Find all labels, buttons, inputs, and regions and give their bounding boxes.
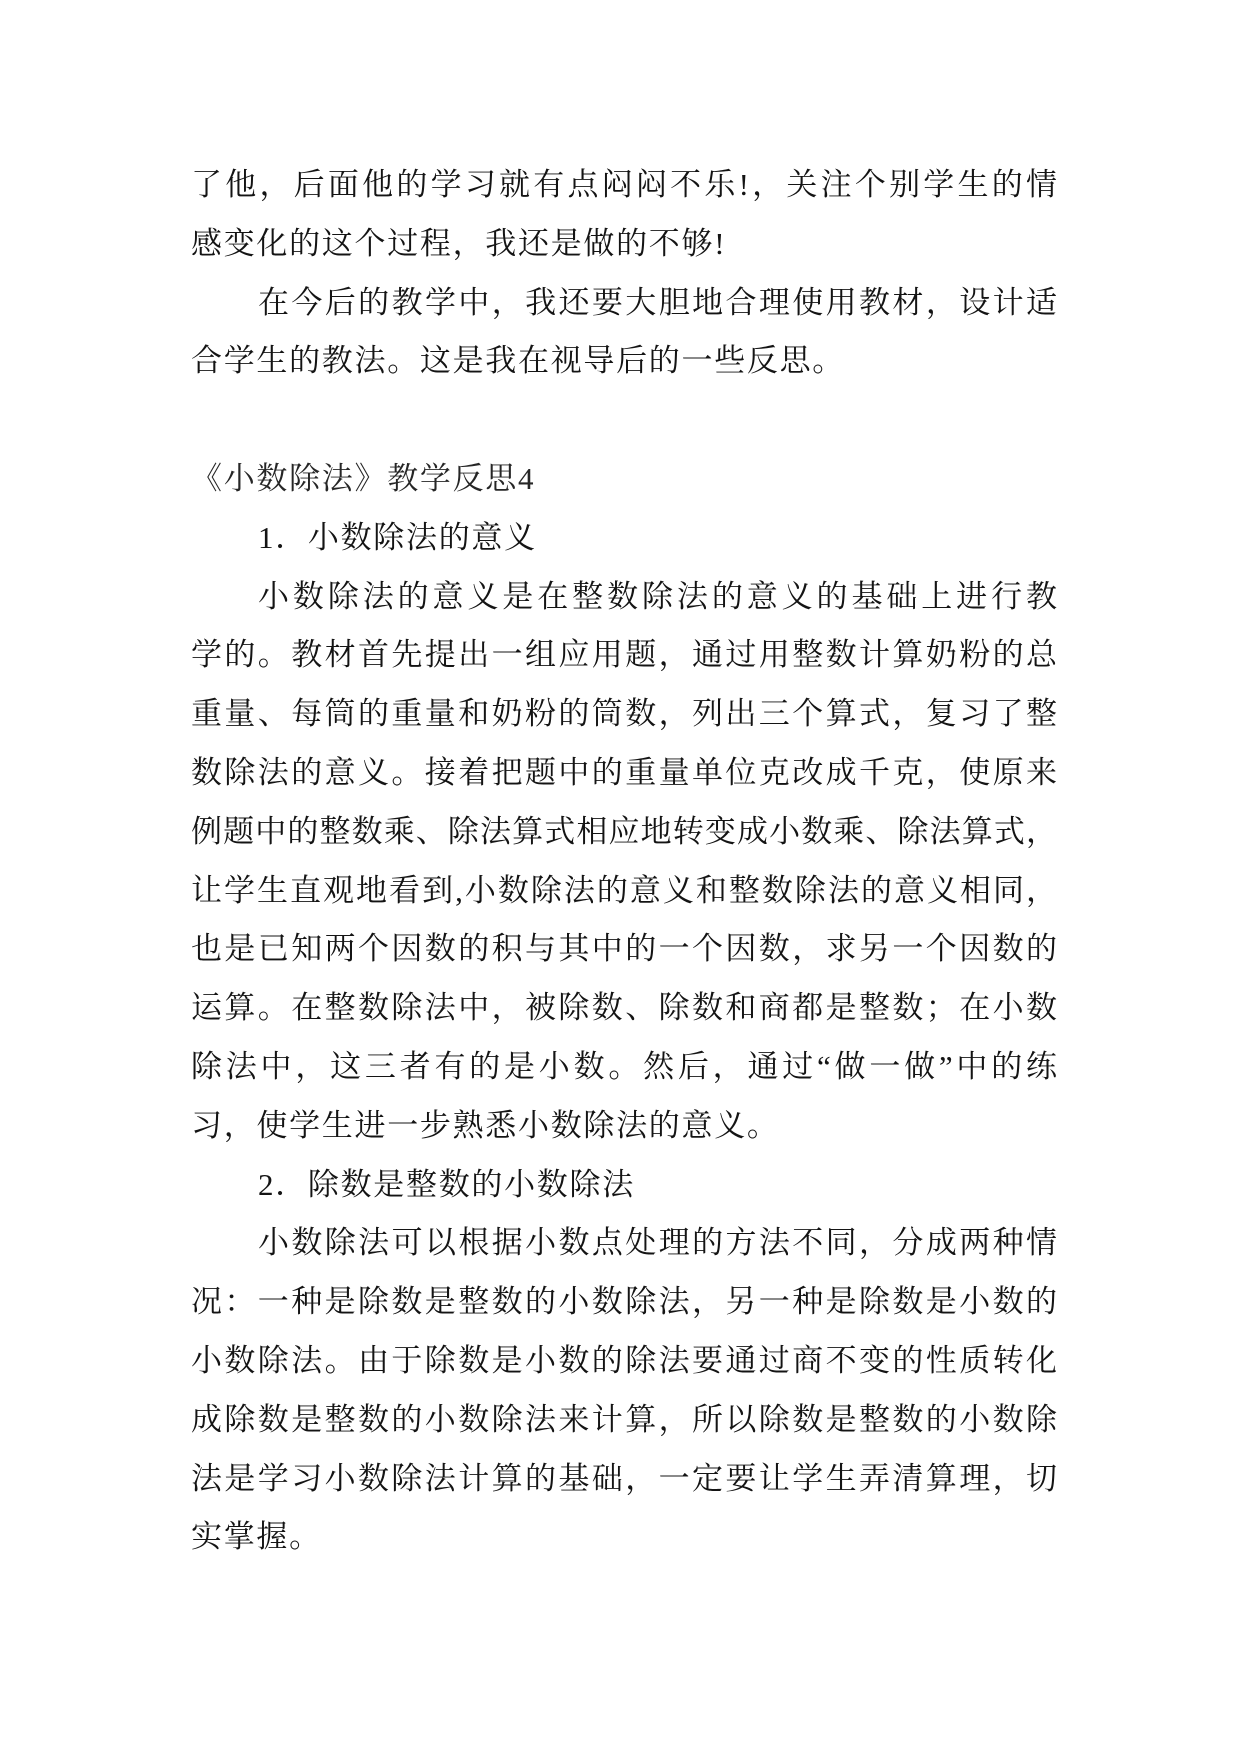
- paragraph-integer-divisor: [191, 1214, 1057, 1567]
- text-line: 了他，后面他的学习就有点闷闷不乐!，关注个别学生的情: [191, 167, 1057, 202]
- text-line: 感变化的这个过程，我还是做的不够!: [191, 225, 727, 261]
- text-line: 除法中，这三者有的是小数。然后，通过“做一做”中的练: [191, 1048, 1057, 1084]
- text-line: 小数除法可以根据小数点处理的方法不同，分成两种情: [258, 1225, 1057, 1261]
- text-line: 法是学习小数除法计算的基础，一定要让学生弄清算理，切: [191, 1460, 1057, 1496]
- paragraph-meaning: [191, 568, 1057, 1156]
- text-line: 成除数是整数的小数除法来计算，所以除数是整数的小数除: [191, 1401, 1057, 1437]
- text-line: 在今后的教学中，我还要大胆地合理使用教材，设计适: [258, 284, 1057, 320]
- text-line: 况：一种是除数是整数的小数除法，另一种是除数是小数的: [191, 1284, 1057, 1320]
- blank-line: [191, 391, 1057, 450]
- subheading-1: 1．小数除法的意义: [258, 519, 537, 555]
- text-line: 小数除法。由于除数是小数的除法要通过商不变的性质转化: [191, 1342, 1057, 1378]
- text-line: 例题中的整数乘、除法算式相应地转变成小数乘、除法算式，: [191, 813, 1057, 849]
- text-line: 小数除法的意义是在整数除法的意义的基础上进行教: [258, 578, 1057, 614]
- paragraph-reflection: [191, 274, 1057, 392]
- subheading-2: 2．除数是整数的小数除法: [258, 1166, 635, 1202]
- text-line: 实掌握。: [191, 1519, 322, 1555]
- text-line: 也是已知两个因数的积与其中的一个因数，求另一个因数的: [191, 931, 1057, 967]
- paragraph-continued: [191, 156, 1057, 274]
- text-line: 运算。在整数除法中，被除数、除数和商都是整数；在小数: [191, 990, 1057, 1026]
- text-line: 让学生直观地看到,小数除法的意义和整数除法的意义相同，: [191, 872, 1057, 908]
- text-line: 重量、每筒的重量和奶粉的筒数，列出三个算式，复习了整: [191, 696, 1057, 732]
- text-line: 数除法的意义。接着把题中的重量单位克改成千克，使原来: [191, 754, 1057, 790]
- section-title: 《小数除法》教学反思4: [191, 460, 536, 496]
- document-body: [191, 156, 1057, 1567]
- text-line: 合学生的教法。这是我在视导后的一些反思。: [191, 343, 845, 379]
- text-line: 学的。教材首先提出一组应用题，通过用整数计算奶粉的总: [191, 637, 1057, 673]
- text-line: 习，使学生进一步熟悉小数除法的意义。: [191, 1107, 780, 1143]
